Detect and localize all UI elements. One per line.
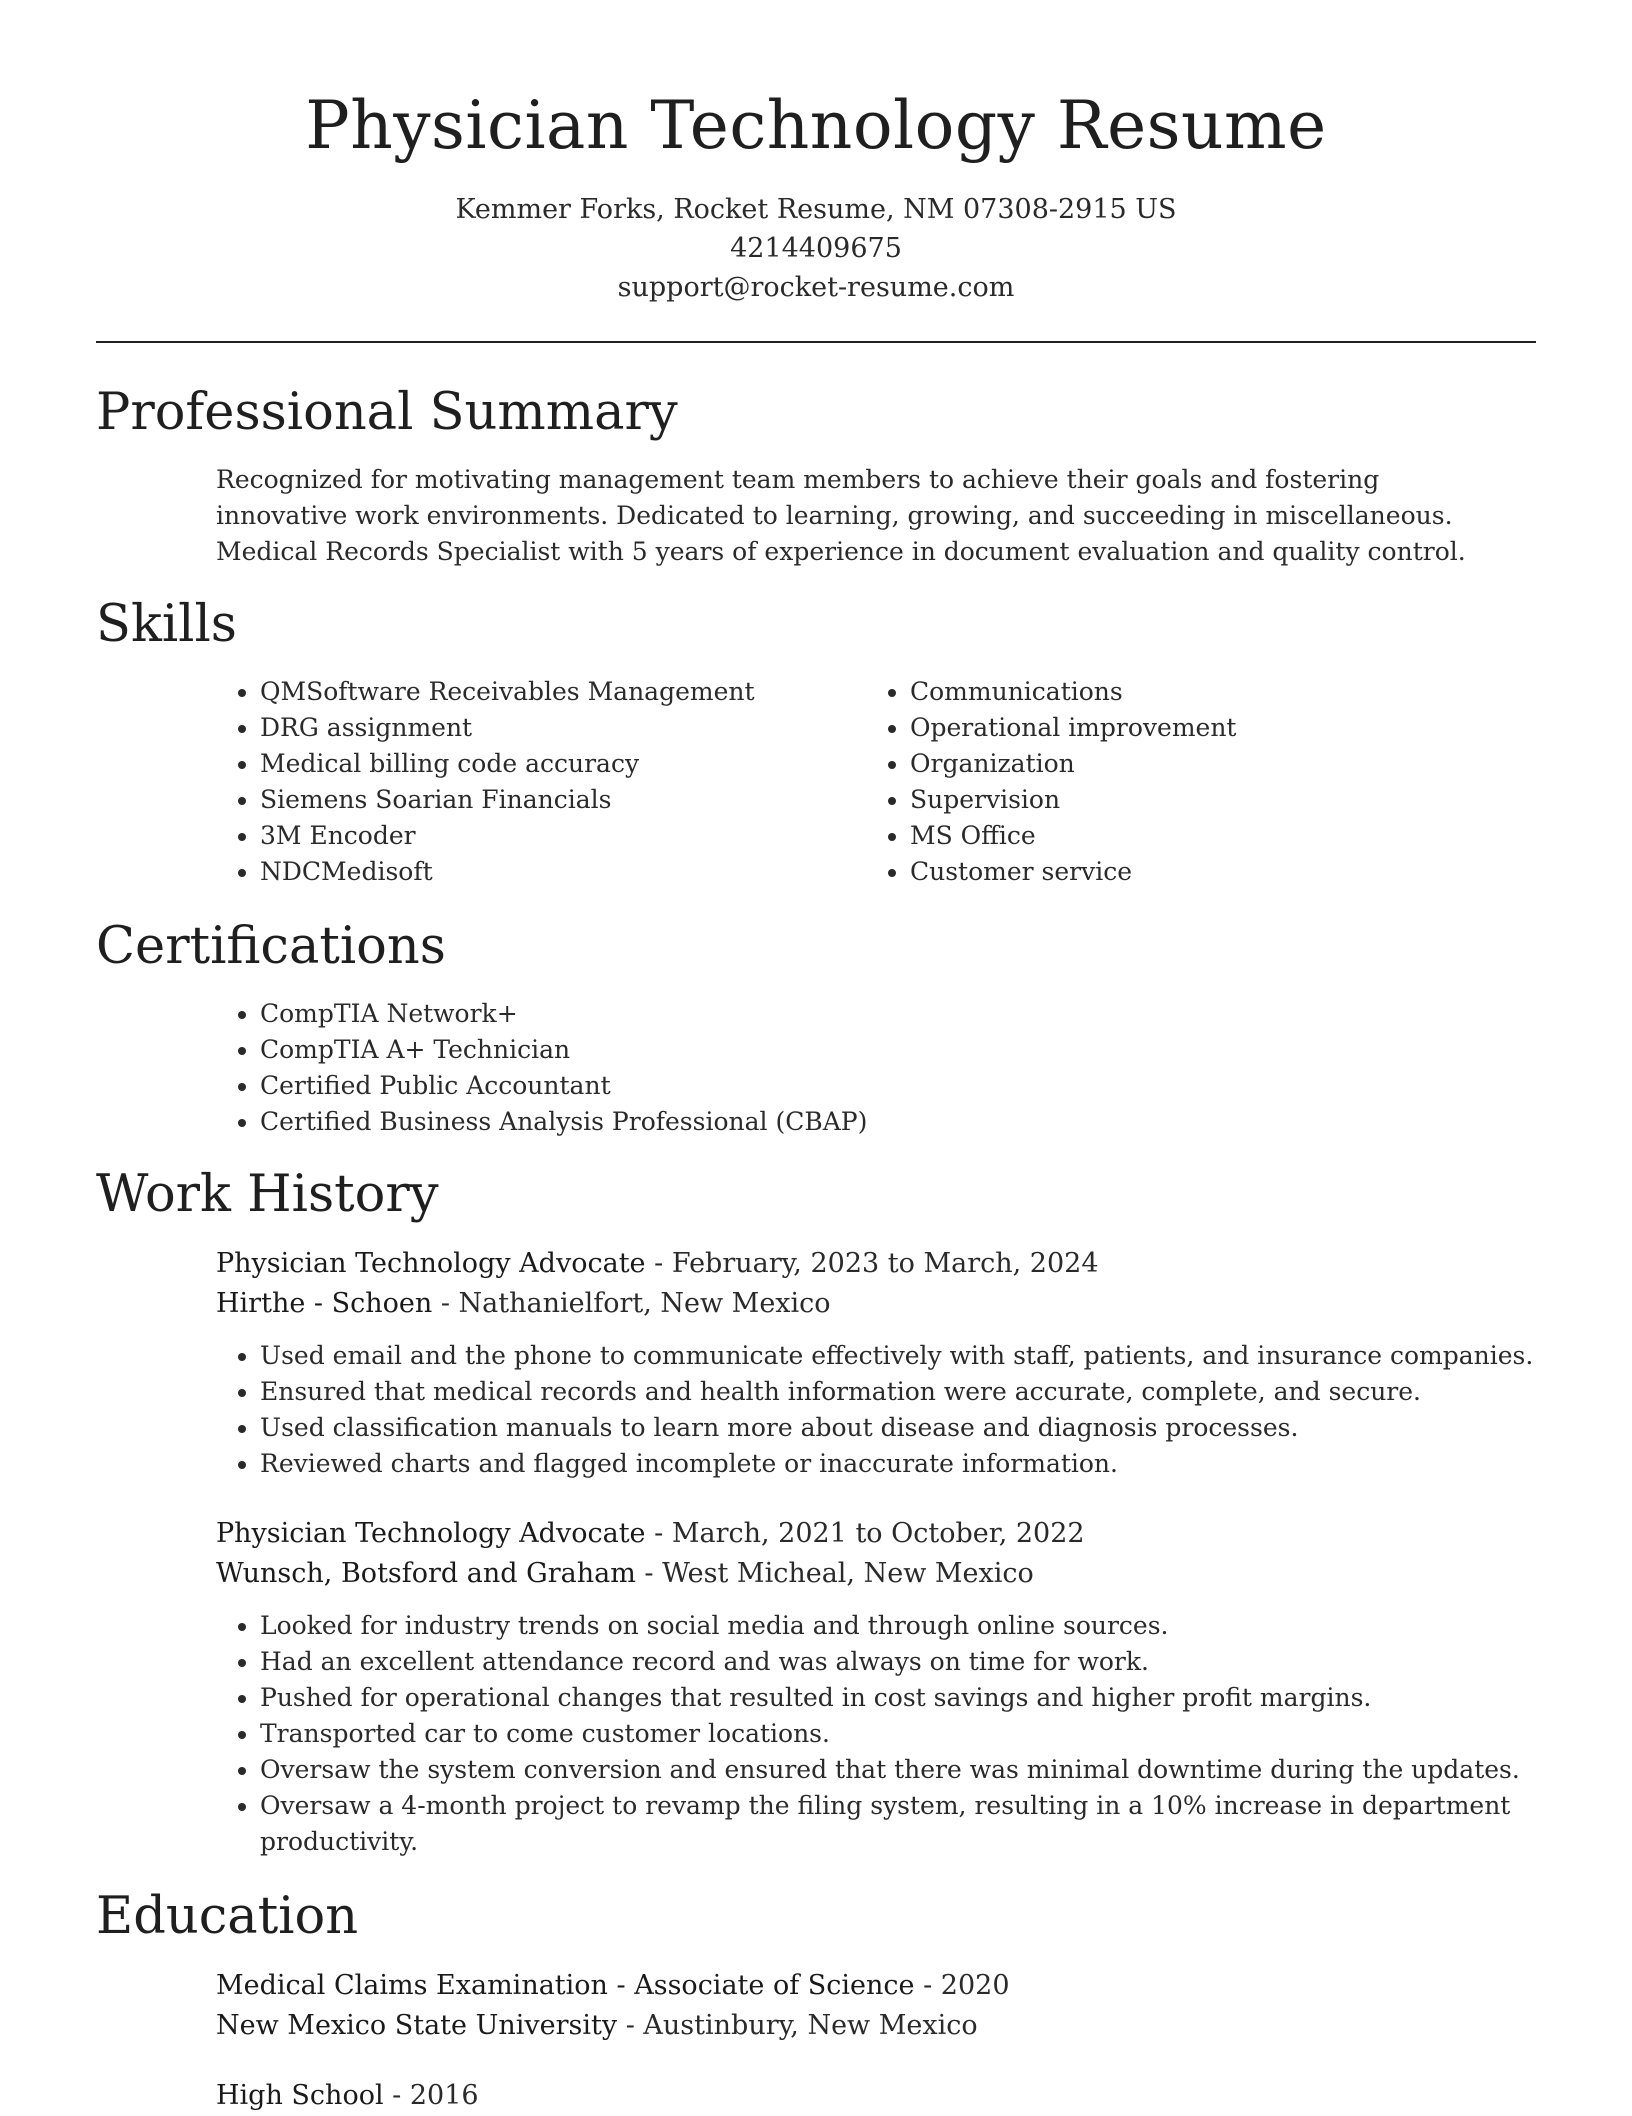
list-item: • Transported car to come customer locations. — [260, 1716, 1530, 1752]
job-bullets — [216, 1338, 1590, 1482]
education-heading — [216, 1966, 1010, 2006]
contact-info — [0, 190, 1632, 307]
list-item: • NDCMedisoft — [260, 854, 860, 890]
header-divider — [96, 341, 1536, 343]
education-degree: Medical Claims Examination - Associate of Science — [216, 1970, 915, 2001]
education-school: New Mexico State University — [216, 2010, 618, 2041]
list-item: • Certified Public Accountant — [260, 1068, 1560, 1104]
section-title-education: Education — [96, 1887, 359, 1946]
list-item: • CompTIA A+ Technician — [260, 1032, 1560, 1068]
education-year: - 2016 — [383, 2080, 479, 2111]
list-item: • CompTIA Network+ — [260, 996, 1560, 1032]
list-item: • Organization — [910, 746, 1510, 782]
list-item: • Looked for industry trends on social media and through online sources. — [260, 1608, 1530, 1644]
list-item: • DRG assignment — [260, 710, 860, 746]
education-school-line — [216, 2006, 978, 2046]
list-item: • Communications — [910, 674, 1510, 710]
job-dates: - March, 2021 to October, 2022 — [645, 1518, 1085, 1549]
list-item: • MS Office — [910, 818, 1510, 854]
job-bullets — [216, 1608, 1530, 1860]
job-company: Hirthe - Schoen — [216, 1288, 433, 1319]
job-location: - West Micheal, New Mexico — [635, 1558, 1034, 1589]
education-heading — [216, 2076, 479, 2116]
list-item: • Had an excellent attendance record and was always on time for work. — [260, 1644, 1530, 1680]
education-location: - Austinbury, New Mexico — [617, 2010, 978, 2041]
list-item: • Oversaw a 4-month project to revamp the filing system, resulting in a 10% increase in department productivity. — [260, 1788, 1530, 1860]
list-item: • Oversaw the system conversion and ensured that there was minimal downtime during the updates. — [260, 1752, 1530, 1788]
list-item: • Supervision — [910, 782, 1510, 818]
list-item: • Used classification manuals to learn more about disease and diagnosis processes. — [260, 1410, 1590, 1446]
section-title-work-history: Work History — [96, 1165, 439, 1224]
job-company: Wunsch, Botsford and Graham — [216, 1558, 636, 1589]
job-heading — [216, 1244, 1099, 1284]
list-item: • Pushed for operational changes that resulted in cost savings and higher profit margins. — [260, 1680, 1530, 1716]
list-item: • Customer service — [910, 854, 1510, 890]
skills-list-left — [216, 674, 860, 890]
education-year: - 2020 — [914, 1970, 1010, 2001]
resume-title: Physician Technology Resume — [305, 87, 1327, 164]
job-company-line — [216, 1554, 1034, 1594]
list-item: • Operational improvement — [910, 710, 1510, 746]
job-role: Physician Technology Advocate — [216, 1518, 646, 1549]
job-company-line — [216, 1284, 831, 1324]
list-item: • Medical billing code accuracy — [260, 746, 860, 782]
list-item: • QMSoftware Receivables Management — [260, 674, 860, 710]
job-location: - Nathanielfort, New Mexico — [432, 1288, 831, 1319]
job-role: Physician Technology Advocate — [216, 1248, 646, 1279]
contact-email: support@rocket-resume.com — [617, 272, 1015, 303]
certifications-list — [216, 996, 1560, 1140]
list-item: • Siemens Soarian Financials — [260, 782, 860, 818]
list-item: • Reviewed charts and flagged incomplete or inaccurate information. — [260, 1446, 1590, 1482]
contact-phone: 4214409675 — [730, 233, 902, 264]
section-title-summary: Professional Summary — [96, 383, 678, 442]
list-item: • Ensured that medical records and health information were accurate, complete, and secure. — [260, 1374, 1590, 1410]
job-heading — [216, 1514, 1085, 1554]
education-degree: High School — [216, 2080, 384, 2111]
section-title-certifications: Certifications — [96, 917, 446, 976]
list-item: • 3M Encoder — [260, 818, 860, 854]
summary-text: Recognized for motivating management team members to achieve their goals and fostering innovative work environments. Dedicated to learning, growing, and succeeding in miscellaneous. Medical Records Specialist with 5 years of experience in document evaluation and quality control. — [216, 465, 1466, 566]
list-item: • Certified Business Analysis Professional (CBAP) — [260, 1104, 1560, 1140]
list-item: • Used email and the phone to communicate effectively with staff, patients, and insurance companies. — [260, 1338, 1590, 1374]
contact-address: Kemmer Forks, Rocket Resume, NM 07308-2915 US — [455, 194, 1177, 225]
job-dates: - February, 2023 to March, 2024 — [645, 1248, 1099, 1279]
section-title-skills: Skills — [96, 595, 237, 654]
skills-list-right — [866, 674, 1510, 890]
